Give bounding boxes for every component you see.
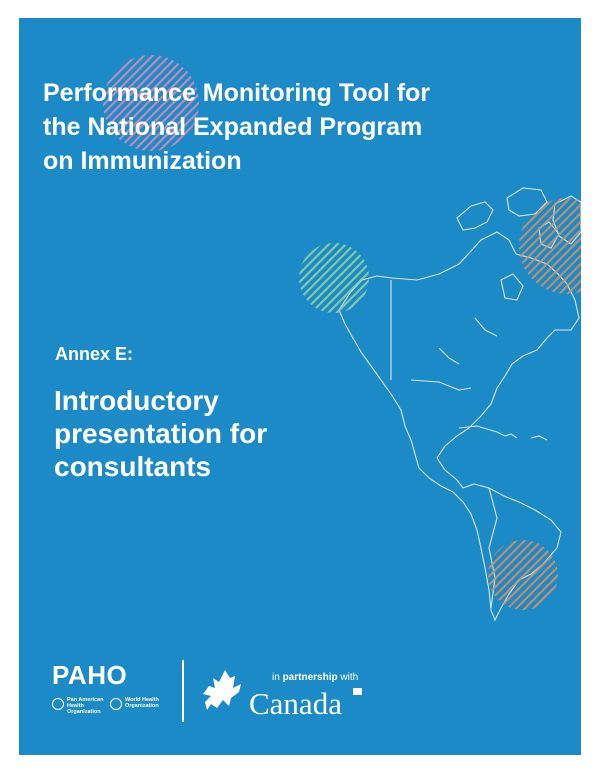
annex-subtitle — [54, 384, 354, 483]
hatched-circle-orange-icon — [488, 540, 558, 610]
paho-org-name: Pan American Health Organization — [67, 697, 104, 715]
subtitle-line: consultants — [54, 451, 212, 482]
who-org-name: World Health Organization — [125, 697, 159, 709]
title-line: the National Expanded Program — [43, 113, 423, 141]
subtitle-line: Introductory — [54, 385, 219, 416]
paho-logo: PAHO — [52, 660, 128, 690]
title-line: Performance Monitoring Tool for — [43, 79, 431, 107]
title-line: on Immunization — [43, 147, 242, 175]
annex-label: Annex E: — [55, 344, 134, 364]
maple-leaf-icon — [201, 668, 243, 714]
partnership-text: in partnership with — [272, 672, 359, 683]
canada-flag-icon — [353, 688, 362, 695]
canada-wordmark: Canada — [249, 686, 342, 721]
who-seal-icon — [110, 698, 122, 710]
cover-page — [19, 18, 581, 755]
paho-seal-icon — [52, 698, 64, 710]
subtitle-line: presentation for — [54, 418, 268, 449]
hatched-circle-orange-icon — [519, 198, 581, 294]
hatched-circle-green-icon — [299, 243, 369, 313]
organization-seals — [52, 697, 172, 723]
logo-bar — [19, 658, 581, 728]
logo-divider — [182, 660, 184, 722]
document-title — [43, 76, 513, 178]
